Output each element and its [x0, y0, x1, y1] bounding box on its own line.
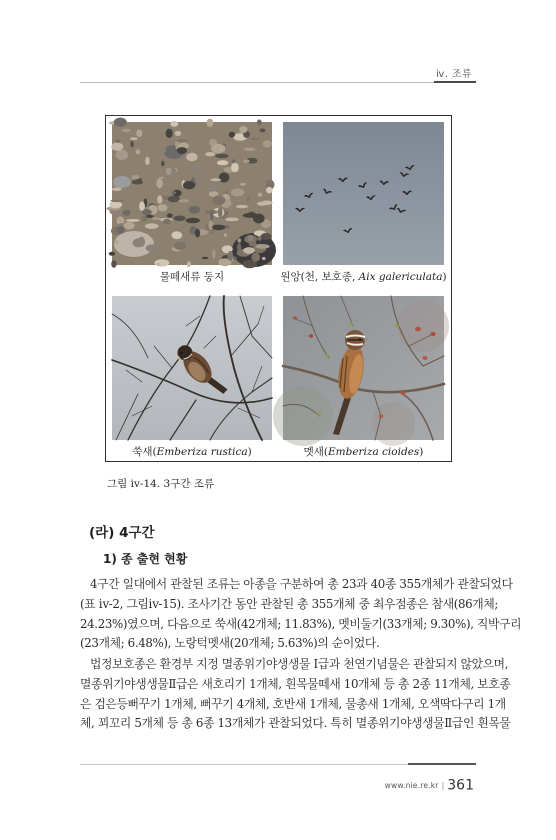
gravel-stone — [266, 187, 272, 194]
photo-caption-rustic-bunting: 쑥새(Emberiza rustica) — [132, 446, 252, 458]
gravel-stone — [233, 257, 237, 261]
gravel-stone — [243, 247, 255, 254]
body-paragraph-protected-species — [80, 655, 511, 734]
photo-mandarin-duck-flock — [283, 122, 444, 265]
bunting-on-branches-image — [112, 296, 272, 440]
gravel-stone — [187, 261, 191, 267]
gravel-stone — [172, 191, 176, 194]
gravel-stone — [177, 147, 187, 154]
gravel-stone — [255, 244, 269, 249]
gravel-stone — [251, 138, 260, 140]
rocky-ground-image — [112, 122, 272, 265]
gravel-stone — [146, 244, 159, 252]
gravel-stone — [239, 126, 247, 133]
gravel-stone — [139, 201, 145, 211]
gravel-stone — [244, 147, 256, 151]
gravel-stone — [207, 119, 214, 127]
gravel-stone — [249, 241, 257, 246]
photo-caption-mandarin-duck: 원앙(천, 보호종, Aix galericulata) — [280, 271, 447, 283]
gravel-stone — [154, 259, 169, 266]
gravel-stone — [109, 252, 115, 256]
paragraph-line: 법정보호종은 환경부 지정 멸종위기야생생물 Ⅰ급과 천연기념물은 관찰되지 않았으며, — [90, 657, 509, 671]
gravel-stone — [113, 176, 131, 188]
gravel-stone — [194, 177, 204, 183]
gravel-stone — [130, 141, 134, 147]
gravel-stone — [116, 140, 120, 143]
gravel-stone — [145, 223, 159, 229]
gravel-stone — [202, 257, 209, 260]
paragraph-line: (표 ⅳ-2, 그림ⅳ-15). 조사기간 동안 관찰된 총 355개체 중 최우점종은 참새(86개체; — [80, 596, 499, 611]
gravel-stone — [126, 219, 140, 222]
body-paragraph-species-summary — [80, 575, 522, 654]
gravel-stone — [186, 153, 197, 162]
gravel-stone — [261, 233, 272, 240]
gravel-stone — [170, 121, 178, 127]
gravel-stone — [210, 211, 213, 221]
gravel-stone — [167, 213, 173, 217]
gravel-stone — [212, 195, 225, 205]
gravel-stone — [142, 209, 152, 215]
gravel-stone — [157, 263, 160, 266]
gravel-stone — [161, 161, 165, 166]
gravel-stone — [114, 118, 127, 127]
gravel-stone — [231, 189, 244, 197]
gravel-stone — [166, 168, 171, 176]
gravel-stone — [123, 210, 131, 216]
gravel-stone — [212, 225, 225, 231]
header-rule-accent — [434, 81, 476, 83]
gravel-stone — [175, 139, 188, 142]
gravel-stone — [218, 207, 223, 217]
page-footer — [385, 775, 474, 794]
gravel-stone — [116, 150, 129, 160]
gravel-stone — [136, 149, 140, 154]
gravel-stone — [141, 216, 147, 222]
gravel-stone — [205, 152, 215, 156]
gravel-stone — [251, 253, 260, 262]
gravel-stone — [224, 233, 227, 236]
gravel-stone — [191, 165, 203, 173]
gravel-stone — [158, 204, 168, 211]
gravel-stone — [152, 217, 161, 219]
gravel-stone — [238, 238, 242, 242]
gravel-stone — [253, 214, 265, 224]
footer-separator: | — [441, 781, 445, 790]
photo-caption-plover-nest: 물떼새류 둥지 — [159, 271, 225, 283]
gravel-stone — [259, 129, 265, 133]
gravel-stone — [138, 237, 145, 247]
subsection-heading: 1) 종 출현 현황 — [103, 552, 188, 566]
gravel-stone — [171, 231, 182, 239]
gravel-stone — [240, 183, 246, 186]
bunting-on-budding-branch-image — [283, 296, 444, 440]
gravel-stone — [111, 143, 123, 151]
gravel-stone — [136, 129, 142, 137]
gravel-stone — [111, 260, 116, 268]
gravel-stone — [130, 137, 138, 140]
gravel-stone — [254, 149, 265, 152]
gravel-stone — [128, 189, 137, 192]
paragraph-line: 체, 꾀꼬리 5개체 등 총 6종 13개체가 관찰되었다. 특히 멸종위기야생생물Ⅱ급인 흰목물 — [80, 716, 511, 731]
gravel-stone — [124, 222, 135, 230]
gravel-stone — [236, 205, 248, 208]
page-number: 361 — [447, 777, 474, 794]
paragraph-line: 멸종위기야생생물Ⅱ급은 새호리기 1개체, 흰목물떼새 10개체 등 총 2종 11개체, 보호종 — [80, 676, 511, 691]
gravel-stone — [132, 180, 143, 185]
paragraph-line: 4구간 일대에서 관찰된 조류는 아종을 구분하여 총 23과 40종 355개체가 관찰되었다 — [90, 577, 513, 591]
gravel-stone — [248, 235, 253, 242]
gravel-stone — [183, 181, 195, 189]
sky-with-birds-image — [283, 122, 444, 265]
gravel-stone — [243, 160, 250, 163]
section-heading: (라) 4구간 — [89, 525, 155, 541]
gravel-stone — [258, 193, 262, 197]
gravel-stone — [175, 131, 182, 136]
gravel-stone — [159, 177, 164, 179]
gravel-stone — [211, 178, 222, 181]
gravel-stone — [208, 220, 213, 230]
gravel-stone — [178, 199, 189, 202]
gravel-stone — [174, 242, 186, 250]
gravel-stone — [262, 257, 266, 260]
gravel-stone — [189, 206, 200, 214]
gravel-stone — [110, 200, 124, 202]
gravel-stone — [263, 140, 272, 147]
photo-rustic-bunting — [112, 296, 272, 440]
running-header-section-title: ⅳ. 조류 — [436, 69, 472, 80]
gravel-stone — [166, 129, 173, 138]
gravel-stone — [229, 132, 235, 138]
photo-caption-meadow-bunting: 멧새(Emberiza cioides) — [303, 446, 424, 458]
gravel-stone — [215, 154, 229, 158]
gravel-stone — [174, 216, 186, 222]
gravel-stone — [225, 218, 238, 222]
paragraph-line: 24.23%)였으며, 다음으로 쑥새(42개체; 11.83%), 멧비둘기(33개체; 9.30%), 직박구리 — [80, 616, 522, 631]
figure-caption: 그림 ⅳ-14. 3구간 조류 — [107, 478, 215, 490]
paragraph-line: (23개체; 6.48%), 노랑턱멧새(20개체; 5.63%)의 순이었다. — [80, 636, 380, 651]
gravel-stone — [219, 172, 229, 182]
gravel-stone — [257, 202, 267, 206]
gravel-stone — [211, 144, 226, 153]
gravel-stone — [145, 157, 150, 165]
gravel-stone — [157, 195, 162, 203]
gravel-stone — [227, 251, 233, 261]
gravel-stone — [168, 196, 180, 203]
footer-rule-accent — [408, 763, 476, 765]
gravel-stone — [131, 175, 139, 180]
figure-photo-panel — [105, 115, 452, 462]
gravel-stone — [217, 160, 229, 165]
gravel-stone — [231, 163, 239, 173]
photo-meadow-bunting — [283, 296, 444, 440]
gravel-stone — [186, 218, 200, 224]
paragraph-line: 은 검은등뻐꾸기 1개체, 뻐꾸기 4개체, 호반새 1개체, 물총새 1개체, 오색딱다구리 1개 — [80, 696, 506, 711]
gravel-stone — [212, 249, 215, 259]
footer-website: www.nie.re.kr — [384, 781, 439, 790]
gravel-stone — [114, 240, 118, 244]
gravel-stone — [247, 196, 250, 201]
gravel-stone — [163, 149, 166, 153]
photo-plover-nest — [112, 122, 272, 265]
gravel-stone — [112, 187, 122, 191]
gravel-stone — [195, 229, 200, 238]
gravel-stone — [163, 219, 171, 225]
gravel-stone — [156, 178, 163, 188]
header-rule — [80, 82, 476, 83]
gravel-stone — [257, 119, 262, 125]
gravel-stone — [117, 226, 124, 234]
gravel-stone — [122, 129, 131, 132]
